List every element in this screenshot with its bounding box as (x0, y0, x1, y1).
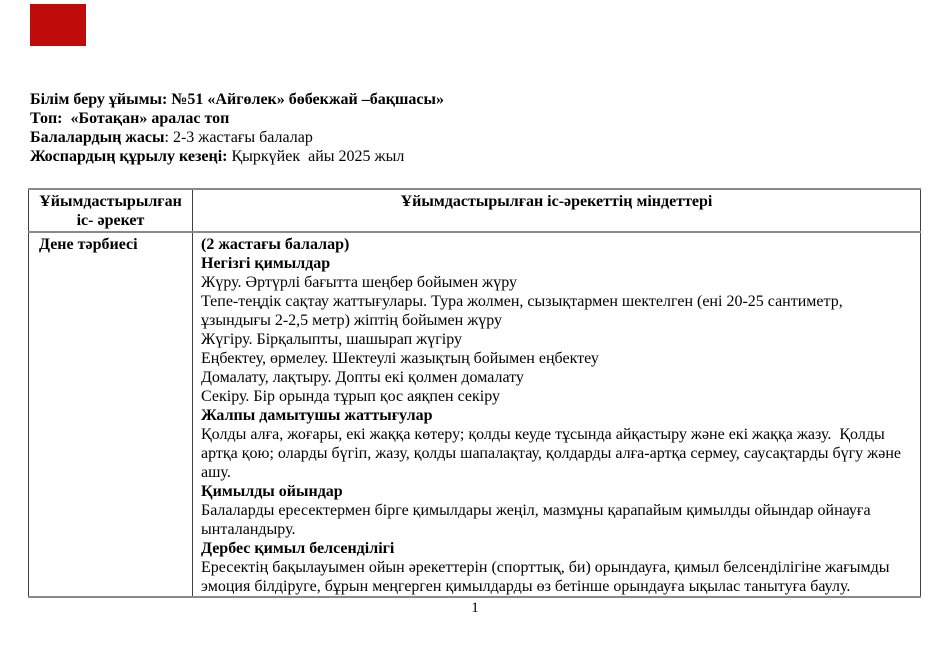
plan-period-line (30, 147, 930, 166)
task-games-with-adults: Балаларды ересектермен бірге қимылдары жеңіл, мазмұны қарапайым қимылды ойындар ойнауға ынталандыру. (201, 502, 875, 538)
section-general-exercises: Жалпы дамытушы жаттығулар (201, 407, 433, 424)
org-name-label: Білім беру ұйымы: №51 «Айгөлек» бөбекжай –бақшасы» (30, 91, 445, 108)
children-age-label: Балалардың жасы (30, 129, 165, 146)
org-name-line (30, 90, 930, 109)
plan-table (28, 188, 921, 598)
column-header-tasks: Ұйымдастырылған іс-әрекеттің міндеттері (193, 189, 921, 232)
task-walking: Жүру. Әртүрлі бағытта шеңбер бойымен жүру (201, 274, 518, 291)
task-rolling-throwing: Домалату, лақтыру. Допты екі қолмен домалату (201, 369, 524, 386)
section-independent-activity: Дербес қимыл белсенділігі (201, 540, 395, 557)
task-independent-play: Ересектің бақылауымен ойын әрекеттерін (спорттық, би) орындауға, қимыл белсенділігіне жағымды эмоция білдіруге, бұрын меңгерген қимылдарды өз бетінше орындауға ықылас танытуға баулу. (201, 559, 894, 595)
table-header-row (29, 189, 921, 232)
children-age-line (30, 128, 930, 147)
task-crawling: Еңбектеу, өрмелеу. Шектеулі жазықтың бойымен еңбектеу (201, 350, 599, 367)
task-jumping: Секіру. Бір орында тұрып қос аяқпен секіру (201, 388, 501, 405)
red-rectangle-stamp (30, 4, 86, 46)
task-balance: Тепе-теңдік сақтау жаттығулары. Тура жолмен, сызықтармен шектелген (ені 20-25 сантиметр, ұзындығы 2-2,5 метр) жіптің бойымен жүру (201, 293, 847, 329)
section-basic-movements: Негізгі қимылдар (201, 255, 331, 272)
children-age-value: : 2-3 жастағы балалар (164, 129, 313, 146)
section-movement-games: Қимылды ойындар (201, 483, 343, 500)
document-header (30, 90, 930, 166)
column-header-activity: Ұйымдастырылған іс- әрекет (29, 189, 193, 232)
plan-period-label: Жоспардың құрылу кезеңі: (30, 148, 228, 165)
tasks-cell (193, 232, 921, 597)
table-row (29, 232, 921, 597)
plan-period-value: Қыркүйек айы 2025 жыл (227, 148, 405, 165)
age-group-note: (2 жастағы балалар) (201, 236, 350, 253)
task-running: Жүгіру. Бірқалыпты, шашырап жүгіру (201, 331, 463, 348)
page-number: 1 (471, 600, 479, 616)
task-arm-exercises: Қолды алға, жоғары, екі жаққа көтеру; қолды кеуде тұсында айқастыру және екі жаққа жазу. Қолды артқа қою; оларды бүгіп, жазу, қолды шапалақтау, қолдарды алға-артқа сермеу, саусақтарды бүгу және ашу. (201, 426, 905, 481)
group-label: Топ: «Ботақан» аралас топ (30, 110, 230, 127)
activity-cell: Дене тәрбиесі (29, 232, 193, 597)
group-line (30, 109, 930, 128)
